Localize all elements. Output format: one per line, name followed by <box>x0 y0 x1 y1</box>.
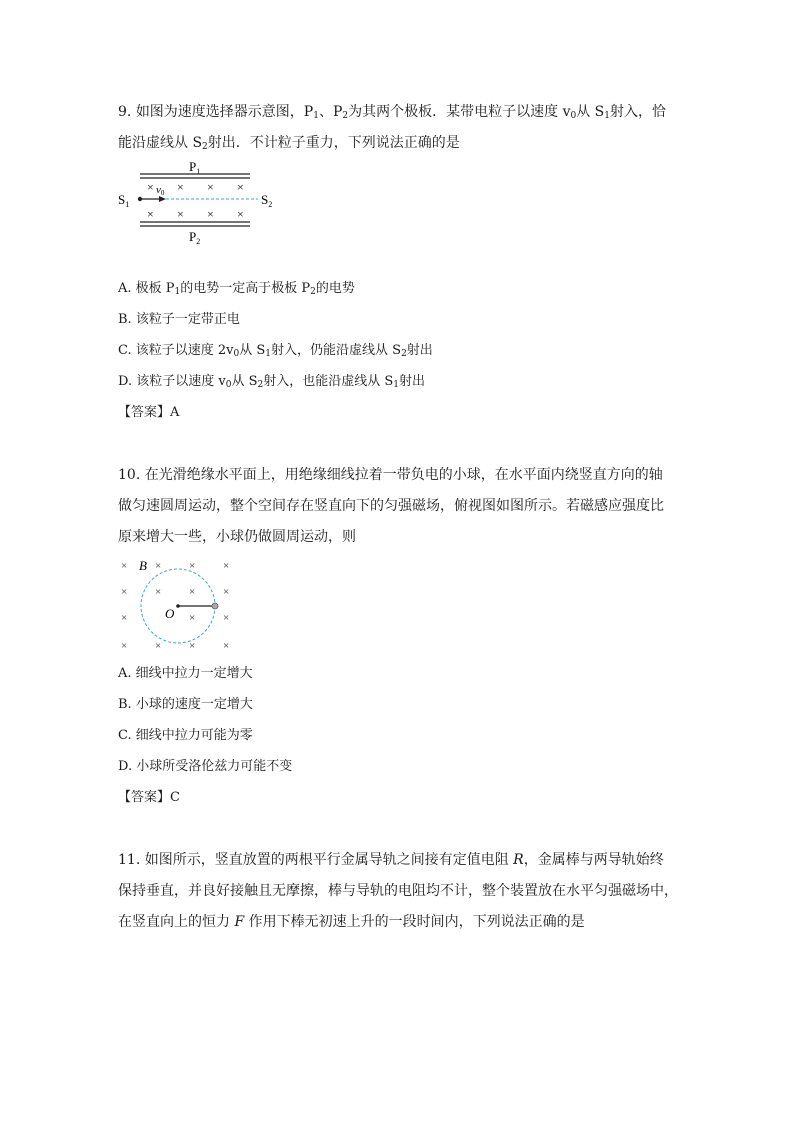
cross: × <box>177 207 184 221</box>
fig9-label-p1: $P_1$ <box>189 159 201 176</box>
q11-stem-line-2: 保持垂直，并良好接触且无摩擦，棒与导轨的电阻均不计，整个装置放在水平匀强磁场中， <box>118 883 678 899</box>
q9-option-b: B. 该粒子一定带正电 <box>118 312 240 327</box>
q10-stem-line-2: 做匀速圆周运动，整个空间存在竖直向下的匀强磁场，俯视图如图所示。若磁感应强度比 <box>118 498 664 514</box>
cross: × <box>189 640 196 652</box>
q10-option-b: B. 小球的速度一定增大 <box>118 697 253 712</box>
q9-option-d: D. 该粒子以速度 $v_0$从 $S_2$射入，也能沿虚线从 $S_1$射出 <box>118 374 426 390</box>
q10-answer: 【答案】C <box>118 790 180 805</box>
cross: × <box>223 640 230 652</box>
cross: × <box>223 612 230 624</box>
cross: × <box>223 586 230 598</box>
cross: × <box>121 586 128 598</box>
q10-stem-line-1: 10. 在光滑绝缘水平面上，用绝缘细线拉着一带负电的小球，在水平面内绕竖直方向的轴 <box>118 467 663 483</box>
cross: × <box>189 560 196 572</box>
q10-option-a: A. 细线中拉力一定增大 <box>118 666 253 681</box>
fig10-label-o: O <box>165 606 175 621</box>
cross: × <box>147 180 154 194</box>
velocity-selector-figure <box>110 155 290 247</box>
cross: × <box>121 612 128 624</box>
cross: × <box>189 612 196 624</box>
lower-field-crosses <box>147 207 244 221</box>
cross: × <box>147 207 154 221</box>
q10-stem-line-3: 原来增大一些，小球仍做圆周运动，则 <box>118 529 356 545</box>
circular-motion-figure <box>115 555 245 655</box>
fig9-label-p2: $P_2$ <box>189 229 201 246</box>
cross: × <box>177 180 184 194</box>
q9-answer: 【答案】A <box>118 405 180 420</box>
cross: × <box>207 180 214 194</box>
cross: × <box>155 560 162 572</box>
fig9-label-s2: $S_2$ <box>261 192 273 209</box>
q9-option-a: A. 极板 $P_1$的电势一定高于极板 $P_2$的电势 <box>118 281 355 297</box>
q11-stem-line-1: 11. 如图所示，竖直放置的两根平行金属导轨之间接有定值电阻 R，金属棒与两导轨始终 <box>118 852 664 868</box>
fig9-label-v0: v0 <box>156 184 165 197</box>
cross: × <box>237 180 244 194</box>
fig9-label-s1: $S_1$ <box>118 192 130 209</box>
q10-option-c: C. 细线中拉力可能为零 <box>118 728 253 743</box>
cross: × <box>155 586 162 598</box>
q9-option-c: C. 该粒子以速度 $2v_0$从 $S_1$射入，仍能沿虚线从 $S_2$射出 <box>118 343 433 359</box>
cross: × <box>121 640 128 652</box>
cross: × <box>207 207 214 221</box>
cross: × <box>155 640 162 652</box>
cross: × <box>223 560 230 572</box>
cross: × <box>121 560 128 572</box>
cross: × <box>189 586 196 598</box>
cross: × <box>237 207 244 221</box>
q9-stem-line-2: 能沿虚线从 $S_2$射出．不计粒子重力，下列说法正确的是 <box>118 135 460 152</box>
q11-stem-line-3: 在竖直向上的恒力 F 作用下棒无初速上升的一段时间内，下列说法正确的是 <box>118 914 585 930</box>
q10-option-d: D. 小球所受洛伦兹力可能不变 <box>118 759 293 774</box>
q9-stem-line-1: 9. 如图为速度选择器示意图，$P_1$、$P_2$为其两个极板．某带电粒子以速度 $v_0$从 $S_1$射入，恰 <box>118 104 666 121</box>
fig10-label-b: B <box>139 558 147 573</box>
ball <box>212 603 218 609</box>
